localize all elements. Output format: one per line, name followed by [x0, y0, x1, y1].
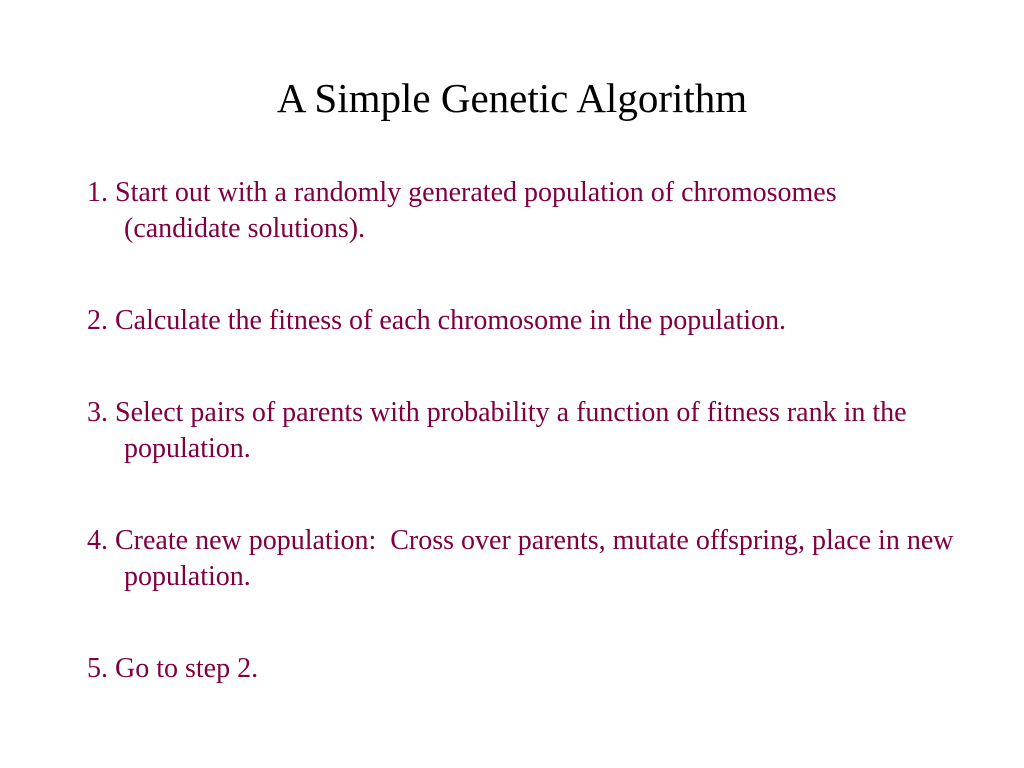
- slide-title: A Simple Genetic Algorithm: [276, 75, 748, 121]
- step-item: 3. Select pairs of parents with probability a function of fitness rank in the population.: [87, 397, 914, 464]
- step-item: 2. Calculate the fitness of each chromosome in the population.: [87, 305, 787, 336]
- step-item: 4. Create new population: Cross over parents, mutate offspring, place in new population.: [87, 525, 961, 592]
- step-item: 5. Go to step 2.: [87, 653, 259, 684]
- step-item: 1. Start out with a randomly generated population of chromosomes (candidate solutions).: [87, 177, 844, 244]
- step-list: [87, 175, 961, 687]
